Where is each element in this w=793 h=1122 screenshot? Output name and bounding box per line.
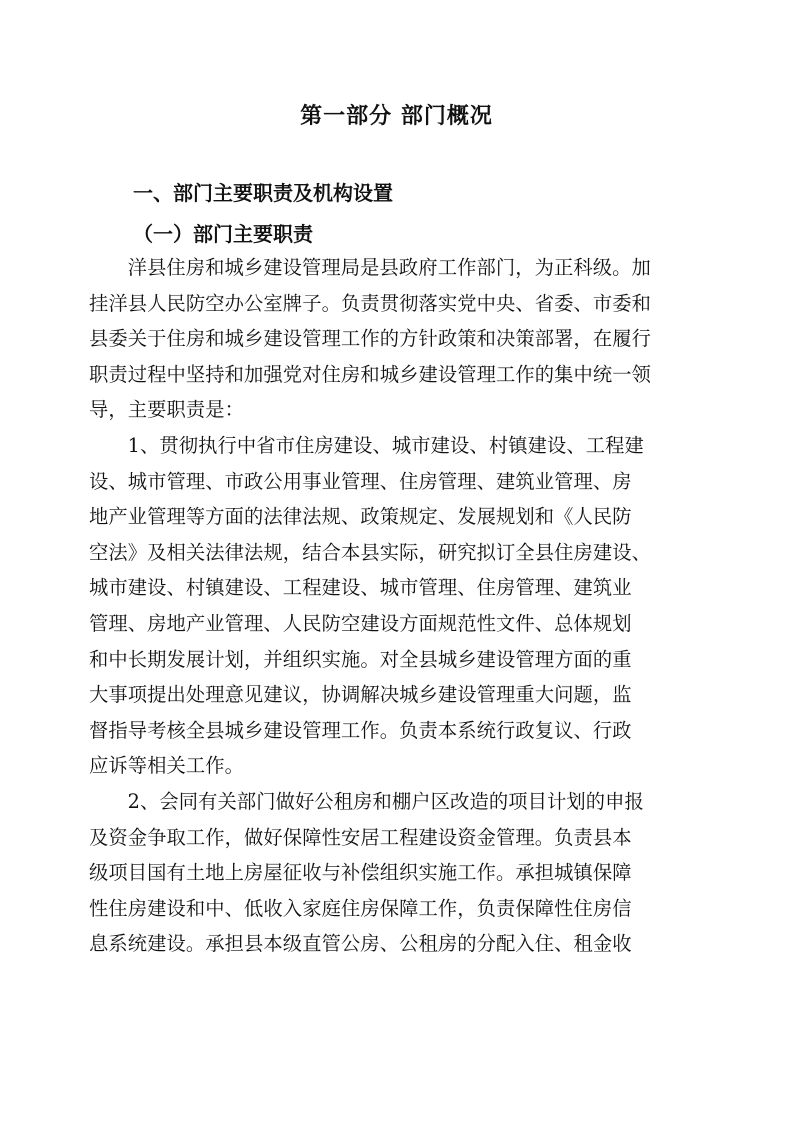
subsection-heading: （一）部门主要职责 (133, 222, 313, 246)
paragraph-duty-1: 1、贯彻执行中省市住房建设、城市建设、村镇建设、工程建 设、城市管理、市政公用事业管理、住房管理、建筑业管理、房 地产业管理等方面的法律法规、政策规定、发展规划和《人民防 空法》及相关法律法规，结合本县实际，研究拟订全县住房建设、 城市建设、村镇建设、工程建设、城市管理、住房管理、建筑业 管理、房地产业管理、人民防空建设方面规范性文件、总体规划 和中长期发展计划，并组织实施。对全县城乡建设管理方面的重 大事项提出处理意见建议，协调解决城乡建设管理重大问题，监 督指导考核全县城乡建设管理工作。负责本系统行政复议、行政 应诉等相关工作。 (89, 433, 652, 778)
paragraph-intro: 洋县住房和城乡建设管理局是县政府工作部门，为正科级。加 挂洋县人民防空办公室牌子。负责贯彻落实党中央、省委、市委和 县委关于住房和城乡建设管理工作的方针政策和决策部署，在履行 职责过程中坚持和加强党对住房和城乡建设管理工作的集中统一领 导，主要职责是： (89, 256, 652, 422)
body-text (89, 250, 703, 962)
section-heading: 一、部门主要职责及机构设置 (133, 181, 393, 205)
page-title: 第一部分 部门概况 (300, 104, 493, 129)
paragraph-duty-2: 2、会同有关部门做好公租房和棚户区改造的项目计划的申报 及资金争取工作，做好保障性安居工程建设资金管理。负责县本 级项目国有土地上房屋征收与补偿组织实施工作。承担城镇保障 性住房建设和中、低收入家庭住房保障工作，负责保障性住房信 息系统建设。承担县本级直管公房、公租房的分配入住、租金收 (89, 789, 644, 956)
